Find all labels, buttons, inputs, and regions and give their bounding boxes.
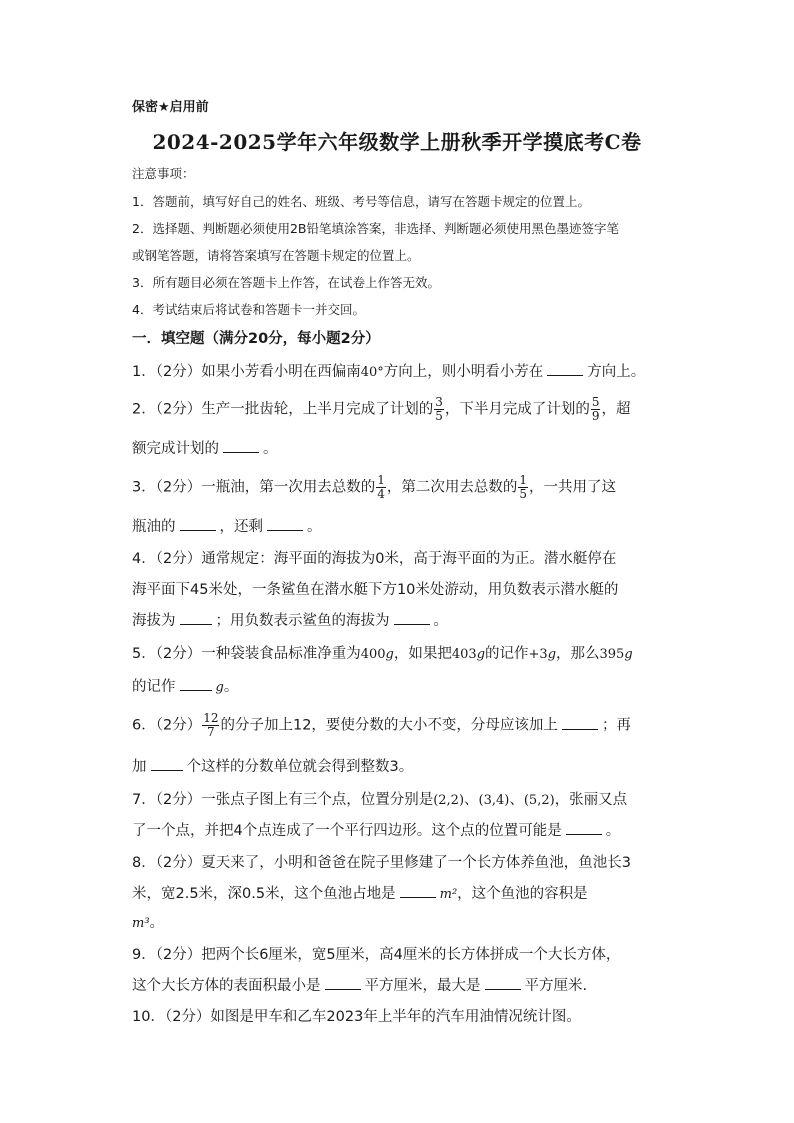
q3-text: 3．（2分）一瓶油，第一次用去总数的 xyxy=(132,479,376,496)
q8-unit: m² xyxy=(439,887,458,902)
q6-text: 加 xyxy=(132,759,147,775)
fraction xyxy=(202,712,219,739)
q5-text: 。 xyxy=(223,679,239,695)
fraction-numerator: 3 xyxy=(435,395,443,409)
q2-text: ，下半月完成了计划的 xyxy=(444,401,590,418)
answer-blank[interactable] xyxy=(485,975,521,990)
fraction-denominator: 9 xyxy=(591,409,600,423)
notice-item: 或钢笔答题，请将答案填写在答题卡规定的位置上。 xyxy=(132,248,420,263)
secret-mark: 保密★启用前 xyxy=(132,100,209,115)
q5-text: 的记作 xyxy=(485,646,529,662)
q8-text: 米，宽2.5米，深0.5米，这个鱼池占地是 xyxy=(132,886,396,902)
question-8-cont xyxy=(132,911,164,932)
q1-angle: 40° xyxy=(360,365,384,380)
q3-text: ，第二次用去总数的 xyxy=(386,479,518,496)
q3-text: 。 xyxy=(307,519,322,535)
q7-text: ，张丽又点 xyxy=(554,792,628,808)
q6-text: 的分子加上12，要使分数的大小不变，分母应该加上 xyxy=(220,717,558,734)
answer-blank[interactable] xyxy=(394,610,430,625)
question-4: 4．（2分）通常规定：海平面的海拔为0米，高于海平面的为正。潜水艇停在 xyxy=(132,551,617,567)
q2-text: 。 xyxy=(263,441,278,457)
question-1 xyxy=(132,360,645,381)
q5-value: 400 xyxy=(360,647,386,662)
q5-text: 的记作 xyxy=(132,679,176,695)
q4-text: 。 xyxy=(433,613,448,629)
question-3-cont xyxy=(132,515,322,536)
notice-item: 2．选择题、判断题必须使用2B铅笔填涂答案，非选择、判断题必须使用黑色墨迹签字笔 xyxy=(132,221,619,236)
q5-text: ，那么 xyxy=(556,646,600,662)
question-2 xyxy=(132,396,630,423)
answer-blank[interactable] xyxy=(325,975,361,990)
q3-text: ，还剩 xyxy=(219,519,263,535)
q7-text: 7．（2分）一张点子图上有三个点，位置分别是 xyxy=(132,792,434,808)
fraction xyxy=(518,474,528,501)
page-title: 2024-2025学年六年级数学上册秋季开学摸底考C卷 xyxy=(152,130,642,154)
fraction xyxy=(434,396,444,423)
q5-unit: g xyxy=(476,647,486,662)
q5-unit: g xyxy=(547,647,557,662)
question-4-cont: 海平面下45米处，一条鲨鱼在潜水艇下方10米处游动，用负数表示潜水艇的 xyxy=(132,582,619,598)
q5-text: ，如果把 xyxy=(393,646,452,662)
answer-blank[interactable] xyxy=(267,516,303,531)
q5-text: 5．（2分）一种袋装食品标准净重为 xyxy=(132,646,361,662)
q9-text: 这个大长方体的表面积最小是 xyxy=(132,978,321,994)
question-8: 8．（2分）夏天来了，小明和爸爸在院子里修建了一个长方体养鱼池，鱼池长3 xyxy=(132,855,631,871)
fraction-denominator: 7 xyxy=(207,725,215,739)
q2-text: ，超 xyxy=(601,401,631,418)
question-7 xyxy=(132,788,627,809)
answer-blank[interactable] xyxy=(562,715,598,730)
q5-value: 403 xyxy=(451,647,477,662)
notice-heading: 注意事项： xyxy=(132,166,195,181)
q8-unit: m³ xyxy=(132,916,150,931)
q6-text: 6．（2分） xyxy=(132,717,202,734)
q7-text: 。 xyxy=(605,823,621,839)
q8-text: ，这个鱼池的容积是 xyxy=(457,886,588,902)
q5-unit: g xyxy=(215,680,224,695)
q4-text: 海拔为 xyxy=(132,613,176,629)
answer-blank[interactable] xyxy=(151,756,183,771)
fraction xyxy=(591,396,601,423)
q4-text: ；用负数表示鲨鱼的海拔为 xyxy=(215,613,390,629)
q7-point: (3,4) xyxy=(478,793,510,808)
question-8-cont xyxy=(132,882,588,903)
q6-text: ；再 xyxy=(601,717,631,734)
question-3 xyxy=(132,474,616,501)
q1-text: 方向上，则小明看小芳在 xyxy=(383,364,544,380)
answer-blank[interactable] xyxy=(180,516,216,531)
question-5 xyxy=(132,642,633,663)
q7-point: (2,2) xyxy=(433,793,465,808)
q3-text: ，一共用了这 xyxy=(528,479,616,496)
q7-point: (5,2) xyxy=(523,793,555,808)
notice-item: 3．所有题目必须在答题卡上作答，在试卷上作答无效。 xyxy=(132,275,440,290)
fraction-numerator: 1 xyxy=(377,473,385,487)
q7-text: 、 xyxy=(509,792,524,808)
q1-text: 方向上。 xyxy=(587,364,646,380)
fraction-denominator: 5 xyxy=(519,487,527,501)
question-5-cont xyxy=(132,675,238,696)
question-7-cont xyxy=(132,819,620,840)
fraction xyxy=(376,474,386,501)
question-4-cont xyxy=(132,609,448,630)
question-9-cont xyxy=(132,974,587,995)
fraction-numerator: 5 xyxy=(591,395,600,409)
question-2-cont xyxy=(132,437,278,458)
q6-text: 个这样的分数单位就会得到整数3。 xyxy=(186,759,414,775)
answer-blank[interactable] xyxy=(223,438,259,453)
fraction-denominator: 5 xyxy=(435,409,443,423)
answer-blank[interactable] xyxy=(400,883,436,898)
q2-text: 额完成计划的 xyxy=(132,441,219,457)
notice-item: 1．答题前，填写好自己的姓名、班级、考号等信息，请写在答题卡规定的位置上。 xyxy=(132,194,590,209)
q5-unit: g xyxy=(385,647,394,662)
answer-blank[interactable] xyxy=(566,820,602,835)
section-title: 一．填空题（满分20分，每小题2分） xyxy=(132,331,380,347)
q7-text: 、 xyxy=(464,792,479,808)
answer-blank[interactable] xyxy=(180,610,212,625)
q9-text: 平方厘米，最大是 xyxy=(364,978,481,994)
q8-text: 。 xyxy=(149,915,165,931)
q3-text: 瓶油的 xyxy=(132,519,176,535)
answer-blank[interactable] xyxy=(547,361,583,376)
q5-value: +3 xyxy=(528,647,548,662)
answer-blank[interactable] xyxy=(180,676,212,691)
q7-text: 了一个点，并把4个点连成了一个平行四边形。这个点的位置可能是 xyxy=(132,823,562,839)
question-6-cont xyxy=(132,755,413,776)
q5-unit: g xyxy=(624,647,633,662)
q2-text: 2．（2分）生产一批齿轮，上半月完成了计划的 xyxy=(132,401,434,418)
q9-text: 平方厘米. xyxy=(524,978,588,994)
question-9: 9．（2分）把两个长6厘米，宽5厘米，高4厘米的长方体拼成一个大长方体， xyxy=(132,947,621,963)
fraction-numerator: 12 xyxy=(203,711,219,725)
question-6 xyxy=(132,712,631,739)
q5-value: 395 xyxy=(599,647,625,662)
question-10: 10．（2分）如图是甲车和乙车2023年上半年的汽车用油情况统计图。 xyxy=(132,1009,581,1025)
fraction-numerator: 1 xyxy=(519,473,527,487)
fraction-denominator: 4 xyxy=(377,487,385,501)
q1-text: 1．（2分）如果小芳看小明在西偏南 xyxy=(132,364,361,380)
notice-item: 4．考试结束后将试卷和答题卡一并交回。 xyxy=(132,302,365,317)
